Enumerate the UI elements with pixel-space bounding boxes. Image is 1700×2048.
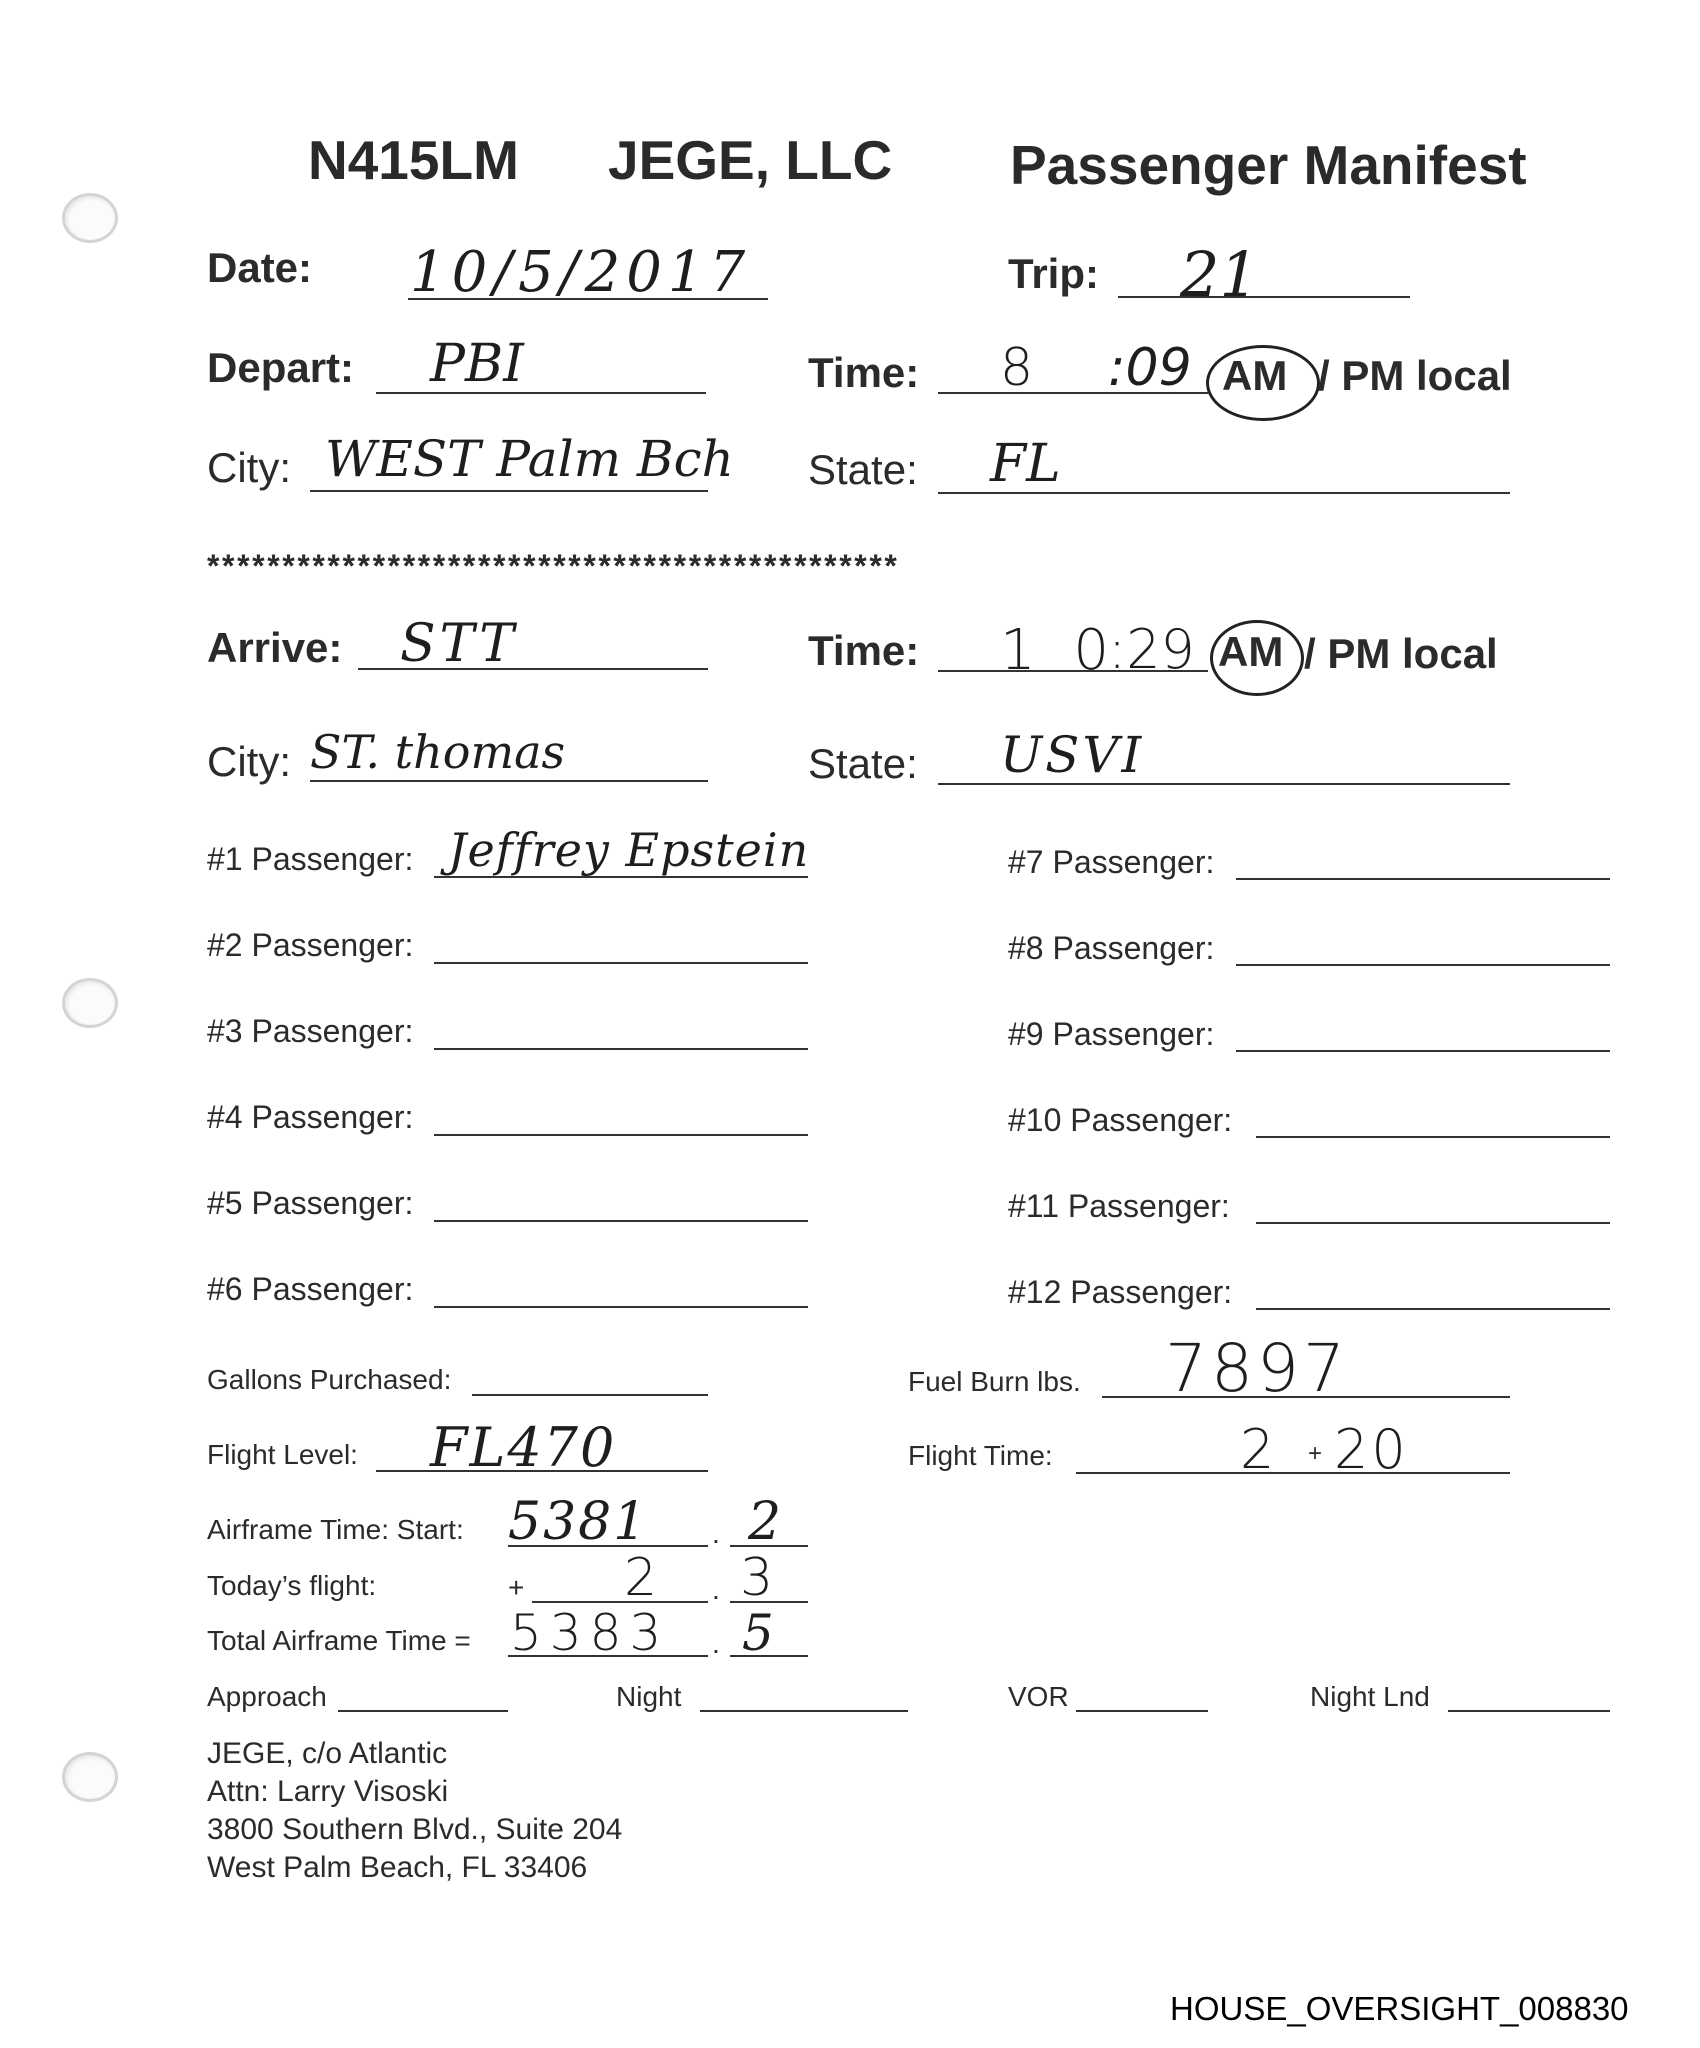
flight-time-separator: +: [1308, 1440, 1323, 1467]
night-landing-label: Night Lnd: [1310, 1681, 1430, 1712]
arrive-time-minutes: :29: [1108, 618, 1195, 681]
arrive-pm-local-label: / PM local: [1304, 630, 1498, 677]
trip-label: Trip:: [1008, 250, 1099, 297]
depart-state-value: FL: [990, 434, 1061, 494]
total-airframe-whole: 5383: [510, 1604, 670, 1662]
passenger-8-field[interactable]: [1236, 964, 1610, 966]
todays-flight-dot: .: [712, 1574, 720, 1605]
flight-time-hours: 2: [1240, 1418, 1275, 1481]
depart-city-label: City:: [207, 444, 291, 491]
depart-am-label: AM: [1222, 352, 1288, 399]
passenger-1-label: #1 Passenger:: [207, 841, 414, 877]
passenger-8-label: #8 Passenger:: [1008, 930, 1215, 966]
section-separator: **********************************************: [207, 548, 900, 584]
binder-hole-bottom: [62, 1752, 118, 1802]
passenger-5-field[interactable]: [434, 1220, 808, 1222]
arrive-state-value: USVI: [1000, 726, 1145, 784]
total-airframe-label: Total Airframe Time =: [207, 1625, 471, 1656]
passenger-1-value: Jeffrey Epstein: [448, 823, 810, 877]
total-airframe-tenth: 5: [742, 1604, 774, 1662]
total-airframe-dot: .: [712, 1628, 720, 1659]
trip-field[interactable]: [1118, 296, 1410, 298]
flight-time-label: Flight Time:: [908, 1440, 1053, 1471]
arrive-value: STT: [400, 614, 518, 674]
tail-number: N415LM: [308, 129, 519, 191]
depart-pm-local-label: / PM local: [1318, 352, 1512, 399]
gallons-purchased-field[interactable]: [472, 1394, 708, 1396]
depart-time-hour: 8: [1000, 338, 1034, 398]
depart-state-label: State:: [808, 446, 918, 493]
night-label: Night: [616, 1681, 682, 1712]
passenger-4-label: #4 Passenger:: [207, 1099, 414, 1135]
depart-city-field[interactable]: [310, 490, 708, 492]
passenger-2-label: #2 Passenger:: [207, 927, 414, 963]
approach-label: Approach: [207, 1681, 327, 1712]
depart-time-minutes: :09: [1108, 338, 1192, 398]
flight-level-value: FL470: [430, 1416, 617, 1479]
arrive-am-label: AM: [1218, 628, 1284, 675]
passenger-11-field[interactable]: [1256, 1222, 1610, 1224]
passenger-10-field[interactable]: [1256, 1136, 1610, 1138]
address-line-2: Attn: Larry Visoski: [207, 1775, 449, 1808]
passenger-6-field[interactable]: [434, 1306, 808, 1308]
fuel-burn-label: Fuel Burn lbs.: [908, 1366, 1081, 1397]
airframe-start-tenth: 2: [748, 1492, 782, 1552]
arrive-city-value: ST. thomas: [310, 725, 566, 779]
passenger-12-label: #12 Passenger:: [1008, 1274, 1233, 1310]
binder-hole-top: [62, 193, 118, 243]
address-line-3: 3800 Southern Blvd., Suite 204: [207, 1813, 623, 1846]
arrive-state-label: State:: [808, 740, 918, 787]
arrive-city-label: City:: [207, 738, 291, 785]
passenger-4-field[interactable]: [434, 1134, 808, 1136]
depart-label: Depart:: [207, 344, 355, 391]
arrive-city-field[interactable]: [310, 780, 708, 782]
passenger-12-field[interactable]: [1256, 1308, 1610, 1310]
airframe-start-dot: .: [712, 1518, 720, 1549]
date-label: Date:: [207, 244, 313, 291]
arrive-label: Arrive:: [207, 624, 343, 671]
passenger-9-field[interactable]: [1236, 1050, 1610, 1052]
passenger-3-field[interactable]: [434, 1048, 808, 1050]
todays-flight-whole: 2: [624, 1548, 658, 1608]
address-line-4: West Palm Beach, FL 33406: [207, 1851, 588, 1884]
arrive-time-hour: 1 0: [1000, 618, 1120, 683]
night-landing-field[interactable]: [1448, 1710, 1610, 1712]
arrive-time-label: Time:: [808, 627, 920, 674]
depart-city-value: WEST Palm Bch: [325, 430, 734, 488]
flight-level-label: Flight Level:: [207, 1439, 358, 1470]
passenger-3-label: #3 Passenger:: [207, 1013, 414, 1049]
bates-number: HOUSE_OVERSIGHT_008830: [1170, 1990, 1629, 2027]
page-title: Passenger Manifest: [1010, 134, 1527, 196]
depart-value: PBI: [430, 334, 524, 394]
todays-flight-plus: +: [508, 1572, 525, 1603]
passenger-5-label: #5 Passenger:: [207, 1185, 414, 1221]
date-value: 10/5/2017: [410, 240, 752, 305]
date-underline: [408, 298, 768, 300]
vor-label: VOR: [1008, 1681, 1069, 1712]
passenger-7-label: #7 Passenger:: [1008, 844, 1215, 880]
airframe-start-whole: 5381: [508, 1492, 649, 1552]
flight-time-minutes: 20: [1334, 1418, 1409, 1481]
passenger-10-label: #10 Passenger:: [1008, 1102, 1233, 1138]
gallons-purchased-label: Gallons Purchased:: [207, 1364, 452, 1395]
trip-value: 21: [1180, 238, 1259, 311]
depart-time-label: Time:: [808, 349, 920, 396]
passenger-7-field[interactable]: [1236, 878, 1610, 880]
passenger-11-label: #11 Passenger:: [1008, 1188, 1230, 1224]
todays-flight-label: Today’s flight:: [207, 1570, 377, 1601]
address-line-1: JEGE, c/o Atlantic: [207, 1737, 448, 1770]
passenger-2-field[interactable]: [434, 962, 808, 964]
address-block: [207, 1735, 622, 1887]
approach-field[interactable]: [338, 1710, 508, 1712]
company-name: JEGE, LLC: [608, 129, 893, 191]
vor-field[interactable]: [1076, 1710, 1208, 1712]
flight-time-field[interactable]: [1076, 1472, 1510, 1474]
depart-field[interactable]: [376, 392, 706, 394]
passenger-6-label: #6 Passenger:: [207, 1271, 414, 1307]
todays-flight-whole-field[interactable]: [532, 1601, 708, 1603]
night-field[interactable]: [700, 1710, 908, 1712]
fuel-burn-value: 7897: [1165, 1330, 1349, 1407]
airframe-start-label: Airframe Time: Start:: [207, 1514, 464, 1545]
todays-flight-tenth: 3: [740, 1548, 774, 1608]
passenger-9-label: #9 Passenger:: [1008, 1016, 1215, 1052]
binder-hole-middle: [62, 978, 118, 1028]
